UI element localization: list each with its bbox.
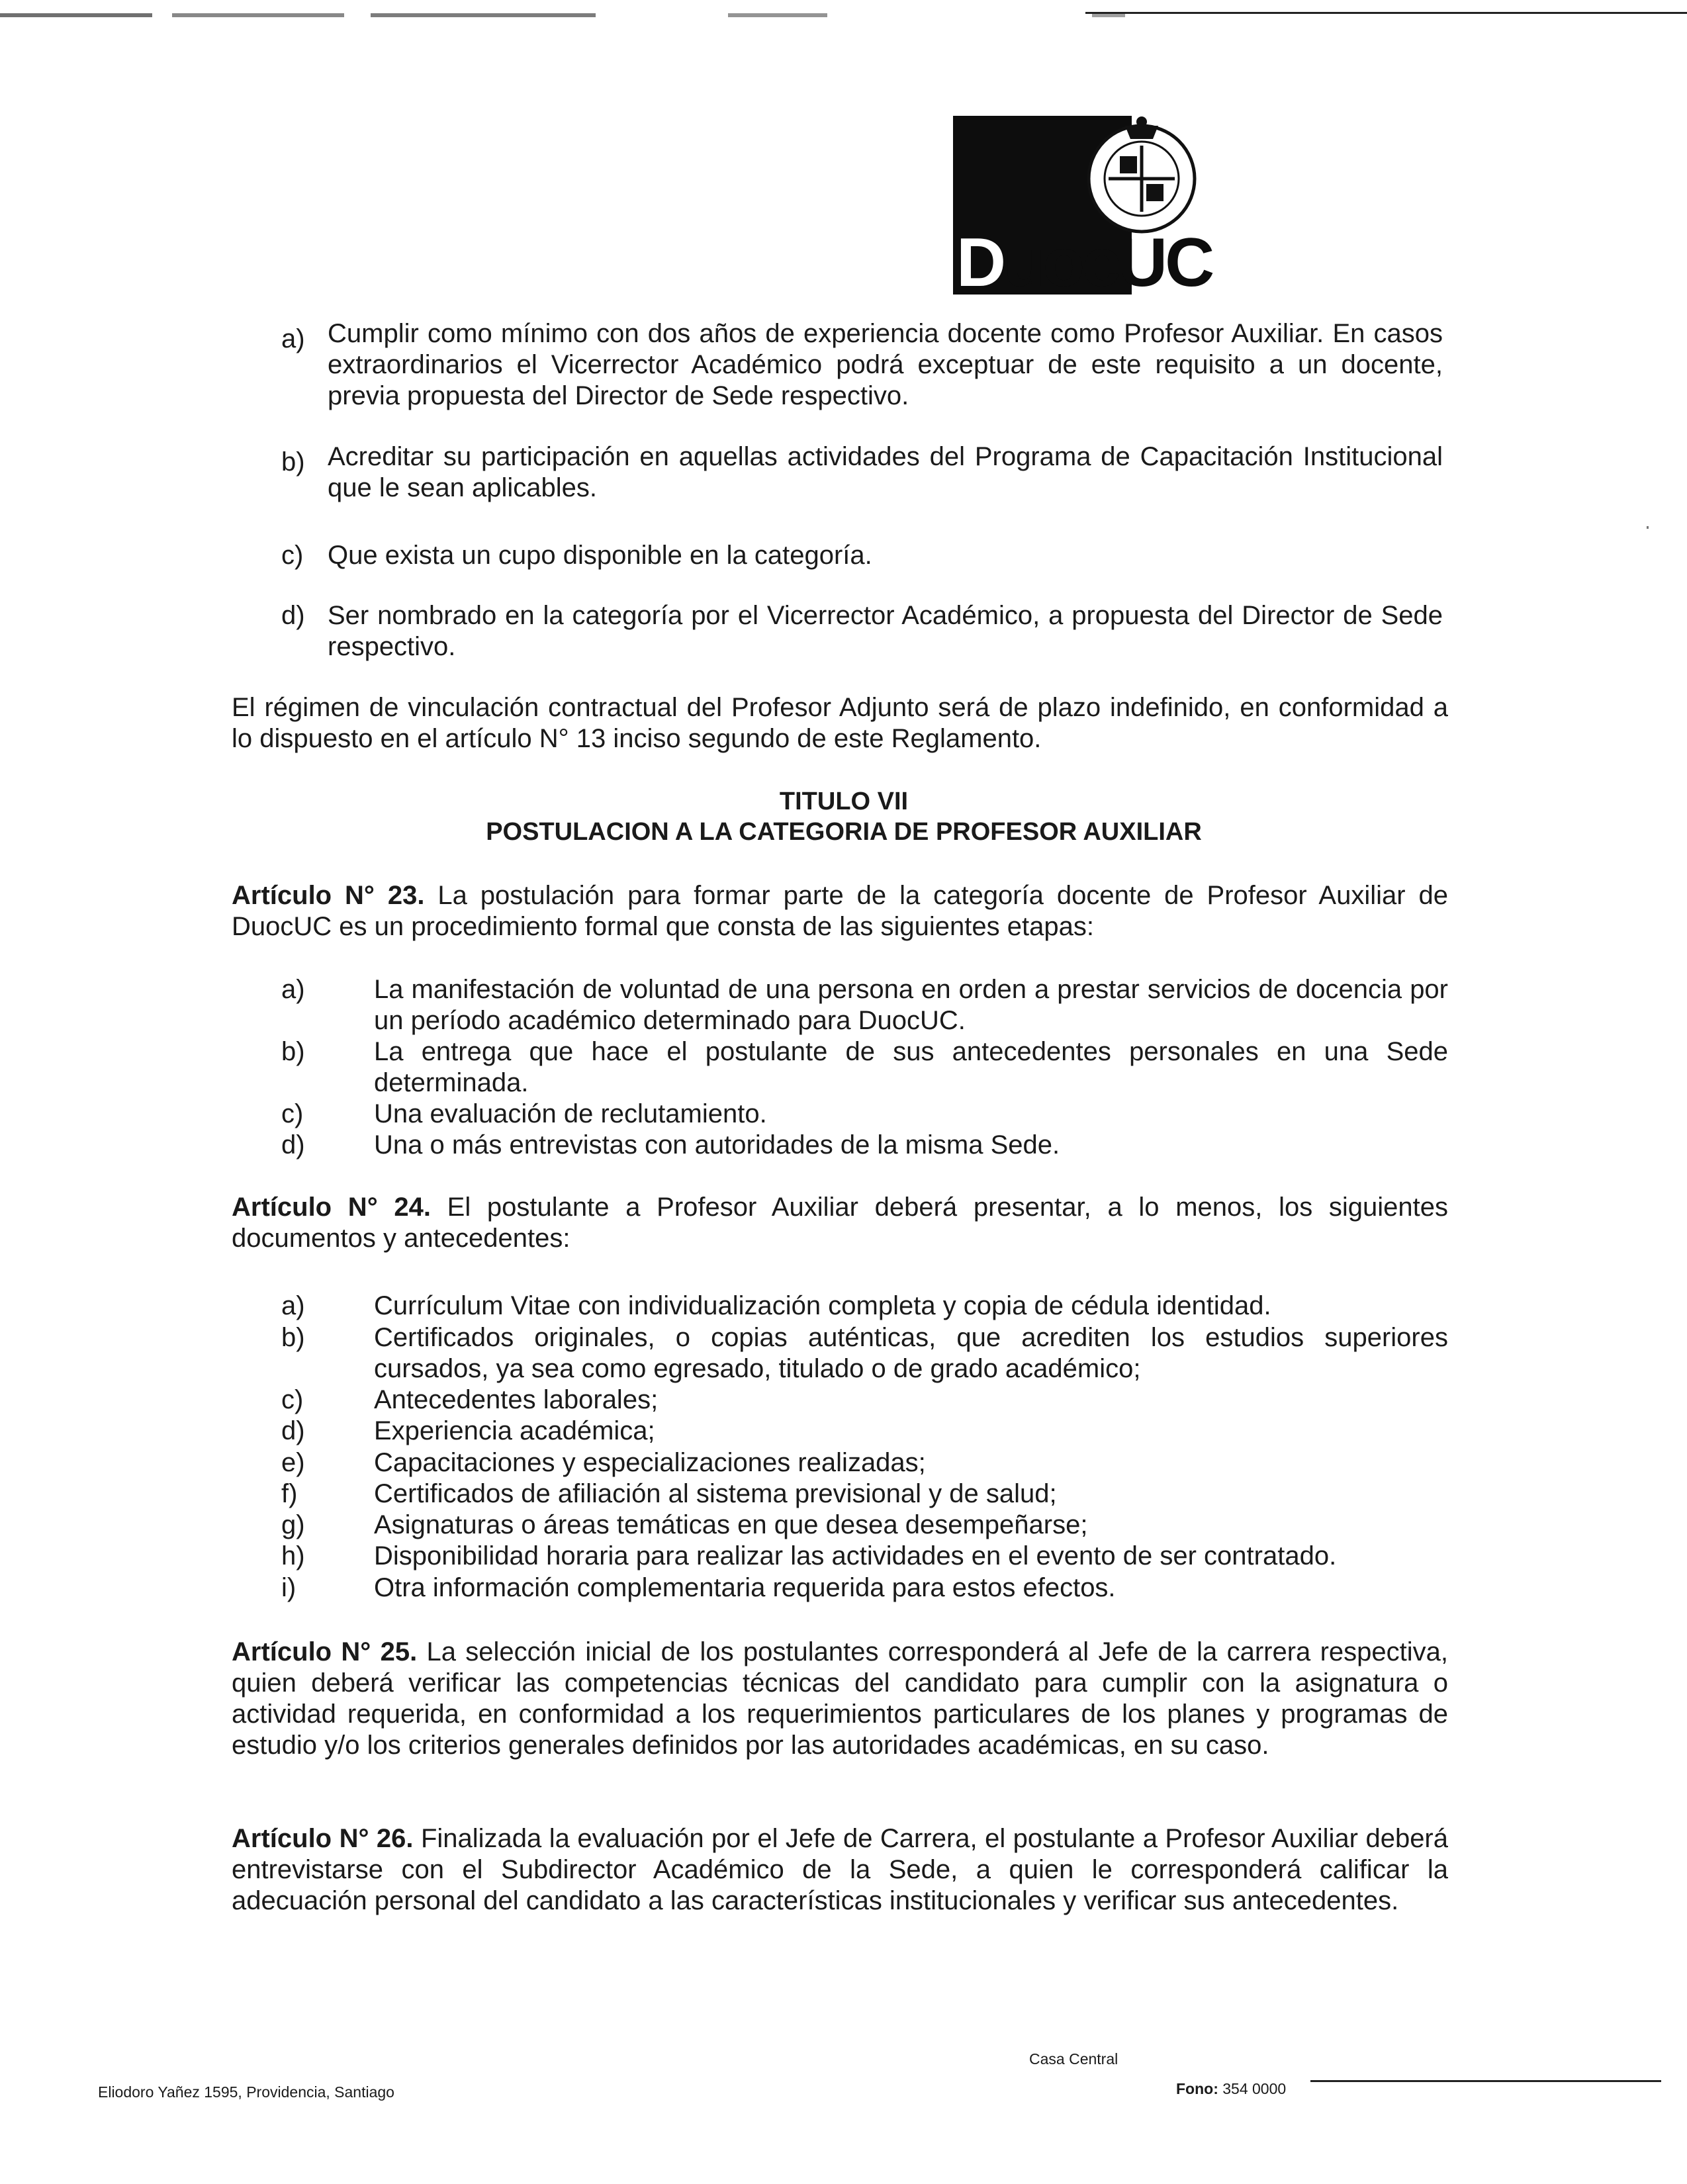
list-label: e) [281, 1448, 305, 1477]
titulo-number: TITULO VII [779, 788, 909, 815]
list-item-text: Una o más entrevistas con autoridades de la misma Sede. [374, 1130, 1060, 1160]
list-label: c) [281, 1385, 304, 1414]
list-item-text: Antecedentes laborales; [374, 1385, 659, 1414]
footer-rule [1310, 2080, 1661, 2082]
list-item-text: La entrega que hace el postulante de sus antecedentes personales en una Sede determinada. [374, 1037, 1448, 1097]
list-item-text: Una evaluación de reclutamiento. [374, 1099, 767, 1128]
list-label: h) [281, 1541, 305, 1570]
list-item-text: La manifestación de voluntad de una persona en orden a prestar servicios de docencia por un período académico determinado para DuocUC. [374, 975, 1448, 1035]
list-label: c) [281, 1099, 304, 1128]
list-item-text: Que exista un cupo disponible en la categoría. [328, 541, 872, 570]
list-item-text: Currículum Vitae con individualización completa y copia de cédula identidad. [374, 1291, 1271, 1320]
list-label: d) [281, 1416, 305, 1445]
article-25: Artículo N° 25. La selección inicial de los postulantes corresponderá al Jefe de la carrera respectiva, quien deberá verificar las competencias técnicas del candidato para cumplir con la asignatura o actividad requerida, en conformidad a los requerimientos particulares de los planes y programas de estudio y/o los criterios generales definidos por las autoridades académicas, en su caso. [232, 1637, 1449, 1760]
article-26: Artículo N° 26. Finalizada la evaluación por el Jefe de Carrera, el postulante a Profesor Auxiliar deberá entrevistarse con el Subdirector Académico de la Sede, a quien le corresponderá calificar la adecuación personal del candidato a las características institucionales y verificar sus antecedentes. [232, 1824, 1448, 1915]
list-label: b) [281, 1323, 305, 1352]
list-item-text: Certificados originales, o copias auténticas, que acrediten los estudios superiores cursados, ya sea como egresado, titulado o de grado académico; [374, 1323, 1448, 1383]
list-label: a) [281, 324, 305, 353]
list-label: d) [281, 1130, 305, 1160]
article-lead: Artículo N° 24. [232, 1193, 431, 1222]
article-23: Artículo N° 23. La postulación para formar parte de la categoría docente de Profesor Auxiliar de DuocUC es un procedimiento formal que consta de las siguientes etapas: [232, 881, 1448, 941]
footer-casa-central: Casa Central [1029, 2050, 1118, 2068]
list-item-text: Cumplir como mínimo con dos años de experiencia docente como Profesor Auxiliar. En casos extraordinarios el Vicerrector Académico podrá exceptuar de este requisito a un docente, previa propuesta del Director de Sede respectivo. [328, 319, 1443, 410]
scan-speck [1647, 526, 1649, 529]
regimen-paragraph: El régimen de vinculación contractual del Profesor Adjunto será de plazo indefinido, en conformidad a lo dispuesto en el artículo N° 13 inciso segundo de este Reglamento. [232, 693, 1448, 753]
list-label: b) [281, 447, 305, 477]
scan-artifact-line [1085, 12, 1687, 14]
list-item-text: Disponibilidad horaria para realizar las actividades en el evento de ser contratado. [374, 1541, 1337, 1570]
university-seal-icon [1079, 113, 1205, 238]
duocuc-logo-text: DuocUC [956, 224, 1212, 301]
list-label: i) [281, 1573, 296, 1602]
list-item-text: Capacitaciones y especializaciones realizadas; [374, 1448, 926, 1477]
titulo-heading: POSTULACION A LA CATEGORIA DE PROFESOR AUXILIAR [486, 818, 1202, 846]
article-lead: Artículo N° 26. [232, 1824, 414, 1853]
article-lead: Artículo N° 23. [232, 881, 425, 910]
list-item-text: Ser nombrado en la categoría por el Vicerrector Académico, a propuesta del Director de Sede respectivo. [328, 601, 1443, 661]
list-label: d) [281, 601, 305, 630]
list-label: a) [281, 1291, 305, 1320]
list-item-text: Experiencia académica; [374, 1416, 655, 1445]
list-item-text: Certificados de afiliación al sistema previsional y de salud; [374, 1479, 1057, 1508]
list-label: c) [281, 541, 304, 570]
article-24: Artículo N° 24. El postulante a Profesor Auxiliar deberá presentar, a lo menos, los siguientes documentos y antecedentes: [232, 1193, 1449, 1253]
list-label: g) [281, 1510, 305, 1539]
article-lead: Artículo N° 25. [232, 1637, 418, 1666]
footer-address: Eliodoro Yañez 1595, Providencia, Santiago [98, 2083, 394, 2101]
list-item-text: Asignaturas o áreas temáticas en que desea desempeñarse; [374, 1510, 1088, 1539]
list-label: f) [281, 1479, 298, 1508]
list-item-text: Acreditar su participación en aquellas actividades del Programa de Capacitación Institucional que le sean aplicables. [328, 442, 1443, 502]
list-item-text: Otra información complementaria requerida para estos efectos. [374, 1573, 1116, 1602]
list-label: b) [281, 1037, 305, 1066]
footer-phone: Fono: 354 0000 [1176, 2080, 1287, 2097]
list-label: a) [281, 975, 305, 1004]
